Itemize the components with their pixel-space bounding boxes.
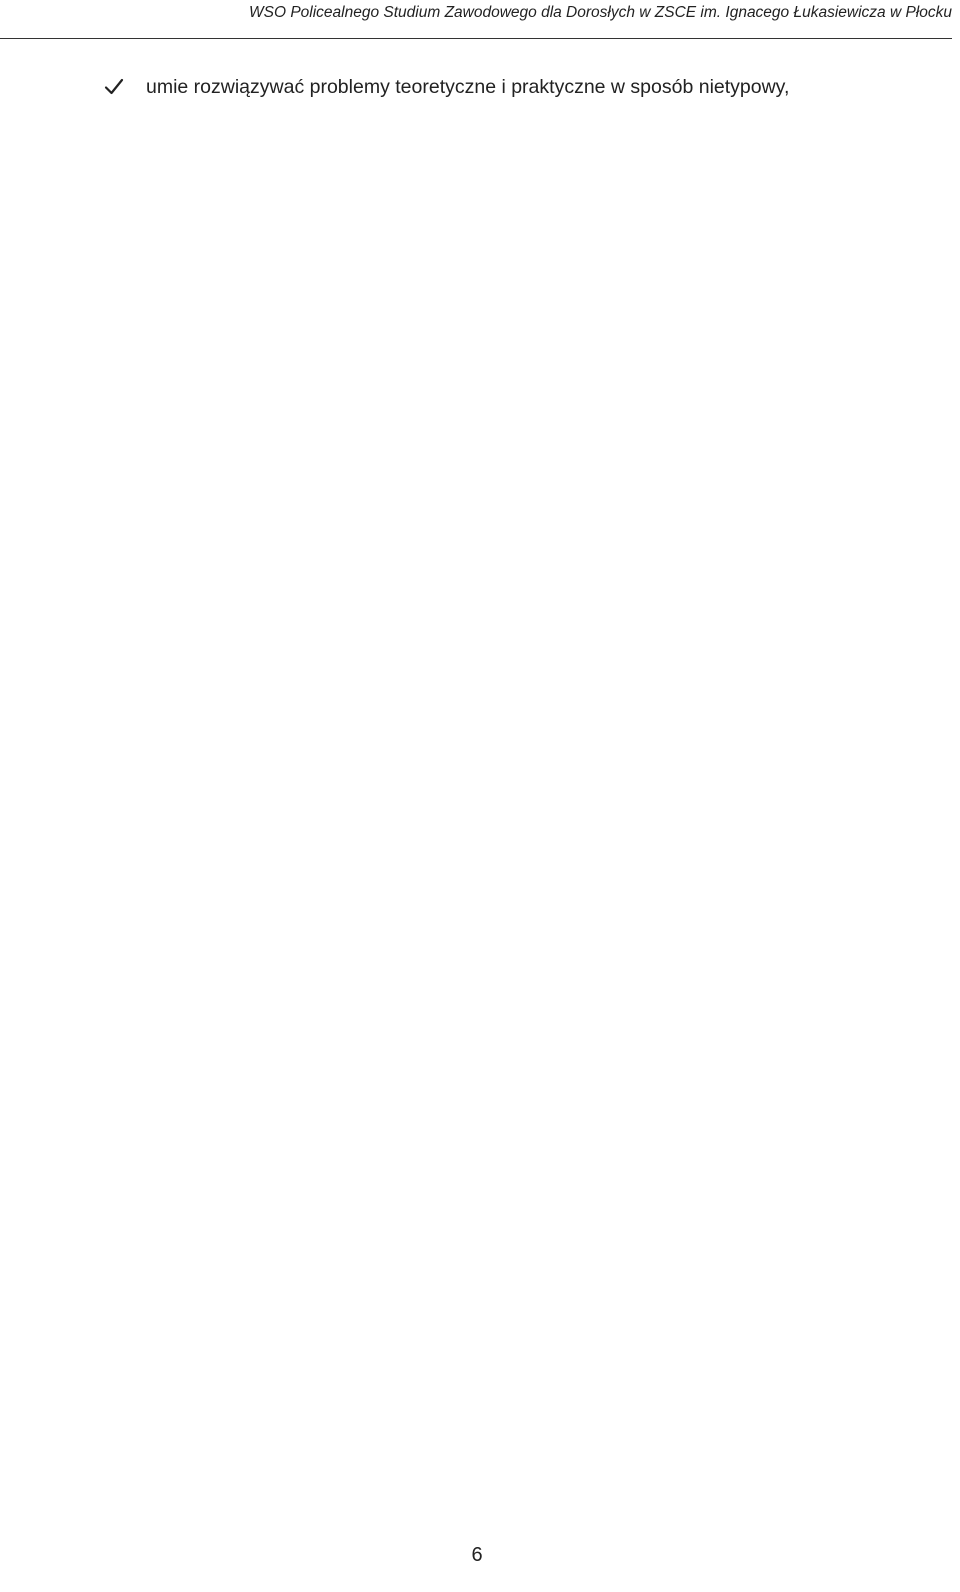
header-title: WSO Policealnego Studium Zawodowego dla Dorosłych w ZSCE im. Ignacego Łukasiewicza w Płocku: [249, 4, 952, 21]
check-icon: [104, 69, 126, 105]
list-item-text: umie rozwiązywać problemy teoretyczne i praktyczne w sposób nietypowy,: [146, 76, 790, 98]
page-header: [0, 0, 952, 39]
page-number: 6: [471, 1544, 483, 1566]
